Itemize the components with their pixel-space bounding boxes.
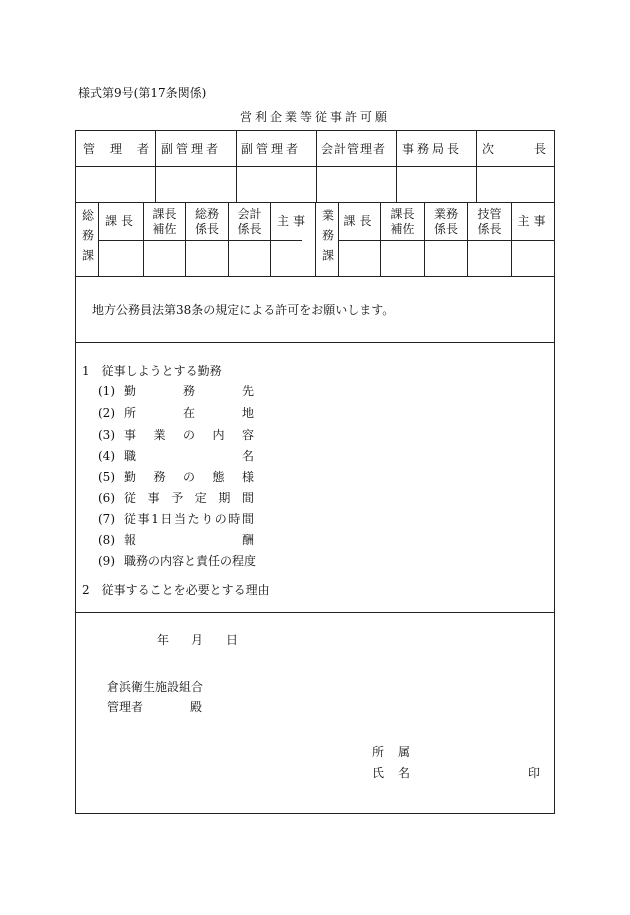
right-shuji: 主事 (517, 214, 550, 228)
date-year: 年 (157, 633, 170, 647)
item-num-1: (1) (98, 384, 115, 398)
applicant-affiliation-label: 所属 (372, 745, 410, 759)
applicant-name-label: 氏名 (372, 766, 410, 780)
header-jicho: 次長 (482, 142, 587, 156)
item-label-location: 所在地 (124, 406, 254, 420)
header-kaikei-kanrisha: 会計管理者 (321, 142, 387, 156)
item2-heading: 2 従事することを必要とする理由 (82, 583, 270, 597)
header-kanrisha (83, 142, 149, 156)
item-num-4: (4) (98, 449, 115, 463)
item-num-5: (5) (98, 470, 115, 484)
date-day: 日 (226, 633, 239, 647)
recipient-title: 管理者 (107, 700, 144, 714)
header-jimukyokucho: 事務局長 (402, 142, 463, 156)
item-num-6: (6) (98, 491, 115, 505)
left-soumu-kakaricho: 総務係長 (194, 206, 219, 236)
left-shuji: 主事 (276, 214, 309, 228)
header-kanrisha-char: 者 (136, 142, 149, 156)
header-kanrisha-char: 理 (109, 142, 122, 156)
right-gikan-kakaricho: 技管係長 (477, 206, 502, 236)
item-label-duties: 職務の内容と責任の程度 (124, 554, 257, 568)
left-kacho: 課長 (104, 214, 137, 228)
item-label-period: 従事予定期間 (124, 491, 254, 505)
recipient-org: 倉浜衛生施設組合 (107, 680, 204, 694)
item-label-business: 事業の内容 (124, 428, 254, 442)
section-soumuka: 総務課 (80, 209, 95, 269)
form-title: 営利企業等従事許可願 (239, 110, 390, 124)
item-label-hours: 従事1日当たりの時間 (124, 512, 254, 526)
item-label-job-title: 職名 (124, 449, 254, 463)
request-text: 地方公務員法第38条の規定による許可をお願いします。 (92, 303, 395, 317)
recipient-honorific: 殿 (190, 700, 203, 714)
header-fuku-kanrisha-2: 副管理者 (241, 142, 302, 156)
form-number: 様式第9号(第17条関係) (78, 86, 207, 100)
item-num-3: (3) (98, 428, 115, 442)
item-num-7: (7) (98, 512, 115, 526)
section-gyoumuka: 業務課 (320, 209, 335, 269)
item-label-pay: 報酬 (124, 533, 254, 547)
right-gyoumu-kakaricho: 業務係長 (433, 206, 458, 236)
item-num-2: (2) (98, 406, 115, 420)
item-num-9: (9) (98, 554, 115, 568)
header-kanrisha-char: 管 (83, 142, 96, 156)
item1-heading: 1 従事しようとする勤務 (82, 364, 222, 378)
right-kacho-hosa: 課長補佐 (390, 206, 415, 236)
seal-mark: 印 (528, 766, 541, 780)
left-kacho-hosa: 課長補佐 (152, 206, 177, 236)
item-num-8: (8) (98, 533, 115, 547)
right-kacho: 課長 (343, 214, 376, 228)
date-month: 月 (191, 633, 204, 647)
header-fuku-kanrisha-1: 副管理者 (161, 142, 222, 156)
item-label-workplace: 勤務先 (124, 384, 254, 398)
left-kaikei-kakaricho: 会計係長 (237, 206, 262, 236)
item-label-work-style: 勤務の態様 (124, 470, 254, 484)
